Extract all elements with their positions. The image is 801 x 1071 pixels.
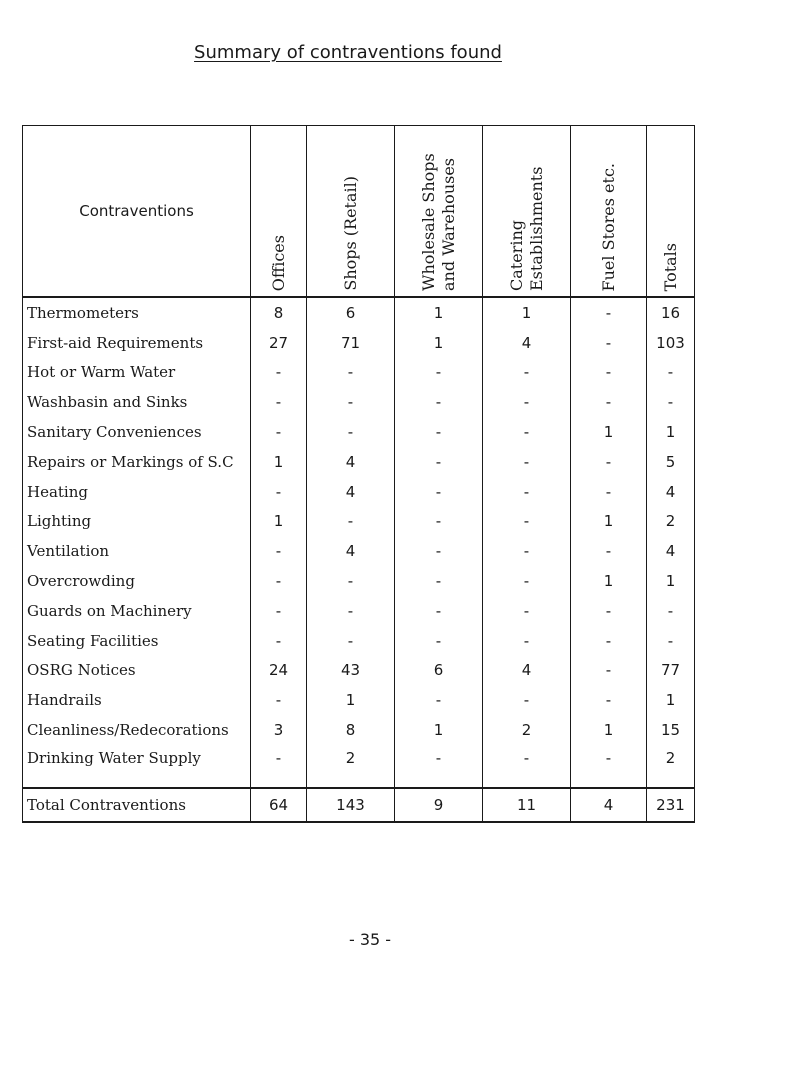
cell-totals: 16 xyxy=(647,297,695,328)
table-row xyxy=(23,447,695,477)
cell-catering: - xyxy=(483,685,571,715)
cell-shops-retail: - xyxy=(307,566,395,596)
row-label: Heating xyxy=(23,477,251,507)
row-label: Handrails xyxy=(23,685,251,715)
cell-fuel-stores: - xyxy=(571,685,647,715)
column-header-offices-text: Offices xyxy=(268,234,288,291)
cell-offices: 3 xyxy=(251,715,307,745)
table-row xyxy=(23,387,695,417)
cell-totals: 1 xyxy=(647,566,695,596)
cell-catering: 1 xyxy=(483,297,571,328)
cell-wholesale: 1 xyxy=(395,297,483,328)
cell-totals: 5 xyxy=(647,447,695,477)
table-row xyxy=(23,596,695,626)
cell-fuel-stores: 1 xyxy=(571,715,647,745)
cell-wholesale: - xyxy=(395,685,483,715)
cell-offices: - xyxy=(251,566,307,596)
table-row xyxy=(23,745,695,788)
cell-offices: 1 xyxy=(251,507,307,537)
column-header-catering-text: Catering Establishments xyxy=(506,166,546,291)
cell-offices: - xyxy=(251,387,307,417)
cell-fuel-stores: - xyxy=(571,596,647,626)
total-row-label: Total Contraventions xyxy=(23,788,251,822)
cell-offices: 8 xyxy=(251,297,307,328)
cell-shops-retail: 43 xyxy=(307,656,395,686)
cell-wholesale: - xyxy=(395,626,483,656)
cell-catering: 2 xyxy=(483,715,571,745)
cell-totals: 1 xyxy=(647,685,695,715)
row-label: Ventilation xyxy=(23,536,251,566)
column-header-fuel-stores-text: Fuel Stores etc. xyxy=(598,162,618,291)
cell-offices: - xyxy=(251,685,307,715)
table-body xyxy=(23,297,695,788)
cell-shops-retail: 4 xyxy=(307,447,395,477)
row-label: Washbasin and Sinks xyxy=(23,387,251,417)
row-label: Seating Facilities xyxy=(23,626,251,656)
table-row xyxy=(23,626,695,656)
cell-shops-retail: 8 xyxy=(307,715,395,745)
cell-catering: - xyxy=(483,626,571,656)
column-header-catering xyxy=(483,126,571,298)
cell-offices: - xyxy=(251,477,307,507)
cell-shops-retail: - xyxy=(307,387,395,417)
page-title: Summary of contraventions found xyxy=(194,42,502,63)
cell-offices: 1 xyxy=(251,447,307,477)
cell-totals: 2 xyxy=(647,745,695,788)
cell-totals: - xyxy=(647,626,695,656)
column-header-offices xyxy=(251,126,307,298)
cell-wholesale: - xyxy=(395,536,483,566)
cell-catering: - xyxy=(483,745,571,788)
cell-wholesale: - xyxy=(395,745,483,788)
cell-catering: - xyxy=(483,477,571,507)
cell-catering: 4 xyxy=(483,656,571,686)
cell-totals: 2 xyxy=(647,507,695,537)
row-label: Lighting xyxy=(23,507,251,537)
cell-wholesale: - xyxy=(395,417,483,447)
total-cell-fuel-stores: 4 xyxy=(571,788,647,822)
cell-offices: - xyxy=(251,417,307,447)
cell-totals: 15 xyxy=(647,715,695,745)
column-header-fuel-stores xyxy=(571,126,647,298)
cell-shops-retail: 71 xyxy=(307,328,395,358)
table-row xyxy=(23,477,695,507)
cell-totals: 77 xyxy=(647,656,695,686)
cell-shops-retail: 4 xyxy=(307,536,395,566)
cell-totals: - xyxy=(647,596,695,626)
cell-offices: - xyxy=(251,626,307,656)
cell-fuel-stores: - xyxy=(571,297,647,328)
table-row xyxy=(23,328,695,358)
column-header-shops-retail-text: Shops (Retail) xyxy=(340,176,360,291)
cell-fuel-stores: 1 xyxy=(571,417,647,447)
cell-shops-retail: 1 xyxy=(307,685,395,715)
cell-totals: 4 xyxy=(647,477,695,507)
cell-offices: - xyxy=(251,358,307,388)
cell-catering: - xyxy=(483,566,571,596)
column-header-totals-text: Totals xyxy=(660,242,680,291)
cell-fuel-stores: - xyxy=(571,477,647,507)
cell-fuel-stores: - xyxy=(571,626,647,656)
cell-fuel-stores: - xyxy=(571,387,647,417)
column-header-wholesale xyxy=(395,126,483,298)
cell-shops-retail: - xyxy=(307,417,395,447)
cell-wholesale: - xyxy=(395,358,483,388)
table-footer xyxy=(23,788,695,822)
column-header-totals xyxy=(647,126,695,298)
header-row xyxy=(23,126,695,298)
row-label: Repairs or Markings of S.C xyxy=(23,447,251,477)
cell-shops-retail: - xyxy=(307,507,395,537)
cell-wholesale: - xyxy=(395,447,483,477)
table-row xyxy=(23,297,695,328)
table-row xyxy=(23,685,695,715)
cell-shops-retail: 6 xyxy=(307,297,395,328)
row-label: Cleanliness/Redecorations xyxy=(23,715,251,745)
cell-wholesale: - xyxy=(395,596,483,626)
column-header-shops-retail xyxy=(307,126,395,298)
total-cell-totals: 231 xyxy=(647,788,695,822)
cell-wholesale: - xyxy=(395,477,483,507)
cell-offices: - xyxy=(251,596,307,626)
cell-wholesale: 1 xyxy=(395,715,483,745)
cell-fuel-stores: 1 xyxy=(571,507,647,537)
cell-catering: - xyxy=(483,358,571,388)
cell-fuel-stores: - xyxy=(571,536,647,566)
cell-catering: - xyxy=(483,596,571,626)
total-cell-shops-retail: 143 xyxy=(307,788,395,822)
cell-offices: - xyxy=(251,536,307,566)
cell-offices: 24 xyxy=(251,656,307,686)
cell-fuel-stores: - xyxy=(571,358,647,388)
cell-catering: - xyxy=(483,417,571,447)
cell-totals: 103 xyxy=(647,328,695,358)
table-row xyxy=(23,536,695,566)
cell-wholesale: 1 xyxy=(395,328,483,358)
total-cell-offices: 64 xyxy=(251,788,307,822)
cell-shops-retail: 4 xyxy=(307,477,395,507)
cell-totals: - xyxy=(647,387,695,417)
cell-totals: 4 xyxy=(647,536,695,566)
cell-catering: - xyxy=(483,536,571,566)
page-number: - 35 - xyxy=(348,930,392,949)
row-label: Hot or Warm Water xyxy=(23,358,251,388)
cell-wholesale: 6 xyxy=(395,656,483,686)
cell-fuel-stores: - xyxy=(571,745,647,788)
cell-fuel-stores: 1 xyxy=(571,566,647,596)
cell-catering: - xyxy=(483,387,571,417)
cell-offices: 27 xyxy=(251,328,307,358)
cell-wholesale: - xyxy=(395,387,483,417)
cell-totals: 1 xyxy=(647,417,695,447)
cell-shops-retail: - xyxy=(307,626,395,656)
table-row xyxy=(23,656,695,686)
cell-offices: - xyxy=(251,745,307,788)
contraventions-table xyxy=(22,125,695,823)
table-row xyxy=(23,566,695,596)
cell-wholesale: - xyxy=(395,507,483,537)
column-header-wholesale-text: Wholesale Shops and Warehouses xyxy=(418,153,458,291)
table-header xyxy=(23,126,695,298)
table-row xyxy=(23,507,695,537)
cell-catering: 4 xyxy=(483,328,571,358)
row-label: Sanitary Conveniences xyxy=(23,417,251,447)
cell-shops-retail: - xyxy=(307,358,395,388)
cell-shops-retail: - xyxy=(307,596,395,626)
row-label: Thermometers xyxy=(23,297,251,328)
cell-totals: - xyxy=(647,358,695,388)
table-row xyxy=(23,715,695,745)
column-header-contraventions: Contraventions xyxy=(23,126,251,298)
cell-catering: - xyxy=(483,447,571,477)
table-row xyxy=(23,417,695,447)
cell-wholesale: - xyxy=(395,566,483,596)
row-label: Overcrowding xyxy=(23,566,251,596)
cell-fuel-stores: - xyxy=(571,328,647,358)
row-label: OSRG Notices xyxy=(23,656,251,686)
cell-fuel-stores: - xyxy=(571,656,647,686)
table-row xyxy=(23,358,695,388)
cell-catering: - xyxy=(483,507,571,537)
total-row xyxy=(23,788,695,822)
cell-shops-retail: 2 xyxy=(307,745,395,788)
cell-fuel-stores: - xyxy=(571,447,647,477)
row-label: First-aid Requirements xyxy=(23,328,251,358)
total-cell-wholesale: 9 xyxy=(395,788,483,822)
total-cell-catering: 11 xyxy=(483,788,571,822)
row-label: Drinking Water Supply xyxy=(23,745,251,788)
row-label: Guards on Machinery xyxy=(23,596,251,626)
